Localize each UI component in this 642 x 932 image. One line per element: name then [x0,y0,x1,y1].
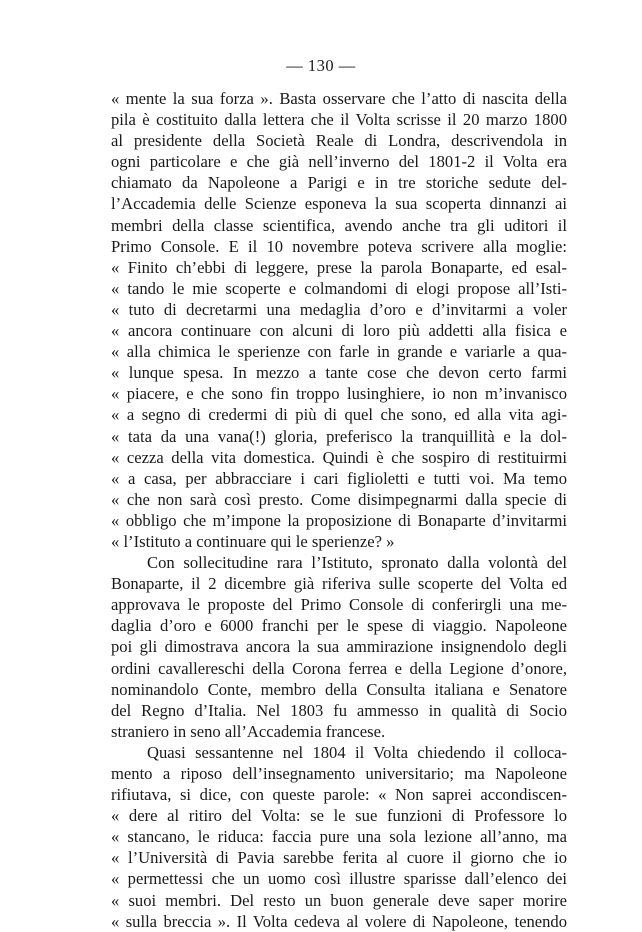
text-line: straniero in seno all’Accademia francese. [111,721,386,741]
text-line: al presidente della Società Reale di Londra, descrivendola in [111,131,567,151]
text-line: « sulla breccia ». Il Volta cedeva al volere di Napoleone, tenendo [111,911,567,931]
text-line: daglia d’oro e 6000 franchi per le spese di viaggio. Napoleone [111,616,567,636]
text-line: « piacere, e che sono fin troppo lusinghiere, io non m’invanisco [111,384,567,404]
text-line: « obbligo che m’impone la proposizione di Bonaparte d’invitarmi [111,510,567,530]
text-line: ordini cavallereschi della Corona ferrea e della Legione d’onore, [111,658,567,678]
text-line: « che non sarà così presto. Come disimpegnarmi dalla specie di [111,489,567,509]
text-line: mento a riposo dell’insegnamento universitario; ma Napoleone [111,764,567,783]
text-line: « cezza della vita domestica. Quindi è che sospiro di restituirmi [111,447,567,467]
text-line: ogni particolare e che già nell’inverno del 1801-2 il Volta era [111,152,567,172]
text-line: del Regno d’Italia. Nel 1803 fu ammesso in qualità di Socio [111,700,567,720]
paragraph [111,552,567,742]
text-line: « a segno di credermi di più di quel che sono, ed alla vita agi- [111,405,567,425]
text-line: « tando le mie scoperte e colmandomi di elogi propose all’Isti- [111,278,567,298]
page-number: — 130 — [286,56,356,75]
text-line: poi gli dimostrava ancora la sua ammirazione insignendolo degli [111,637,567,657]
text-line: l’Accademia delle Scienze esponeva la sua scoperta dinnanzi ai [111,194,567,214]
text-line: « suoi membri. Del resto un buon generale deve saper morire [111,890,567,910]
text-line: « tuto di decretarmi una medaglia d’oro e d’invitarmi a voler [111,299,567,319]
text-line: « alla chimica le sperienze con farle in grande e variarle a qua- [111,342,567,362]
text-line: Primo Console. E il 10 novembre poteva scrivere alla moglie: [111,236,567,256]
text-line: « l’Istituto a continuare qui le sperienze? » [111,531,395,551]
text-line: « stancano, le riduca: faccia pure una sola lezione all’anno, ma [111,827,567,847]
text-line: « a casa, per abbracciare i cari figlioletti e tutti voi. Ma temo [111,468,567,488]
body-text [111,88,567,932]
text-line: Bonaparte, il 2 dicembre già riferiva sulle scoperte del Volta ed [111,574,567,594]
text-line: rifiutava, si dice, con queste parole: « Non saprei accondiscen- [111,785,567,805]
text-line: membri della classe scientifica, avendo anche tra gli uditori il [111,215,567,235]
text-line: « tata da una vana(!) gloria, preferisco la tranquillità e la dol- [111,426,567,446]
text-line: « permettessi che un uomo così illustre sparisse dall’elenco dei [111,869,567,889]
text-line: Con sollecitudine rara l’Istituto, spronato dalla volontà del [147,553,567,573]
text-line: « lunque spesa. In mezzo a tante cose che devon certo farmi [111,363,567,383]
text-line: pila è costituito dalla lettera che il Volta scrisse il 20 marzo 1800 [111,110,567,130]
text-line: « ancora continuare con alcuni di loro più addetti alla fisica e [111,321,567,341]
text-line: nominandolo Conte, membro della Consulta italiana e Senatore [111,679,567,699]
text-line: approvava le proposte del Primo Console di conferirgli una me- [111,595,567,615]
text-line: « mente la sua forza ». Basta osservare che l’atto di nascita della [111,89,567,108]
text-line: « dere al ritiro del Volta: se le sue funzioni di Professore lo [111,806,567,826]
text-line: chiamato da Napoleone a Parigi e in tre storiche sedute del- [111,173,567,193]
text-line: Quasi sessantenne nel 1804 il Volta chiedendo il colloca- [147,742,567,762]
text-line: « Finito ch’ebbi di leggere, prese la parola Bonaparte, ed esal- [111,257,567,277]
paragraph [111,88,567,552]
text-line: « l’Università di Pavia sarebbe ferita al cuore il giorno che io [111,848,567,868]
paragraph [111,742,567,932]
